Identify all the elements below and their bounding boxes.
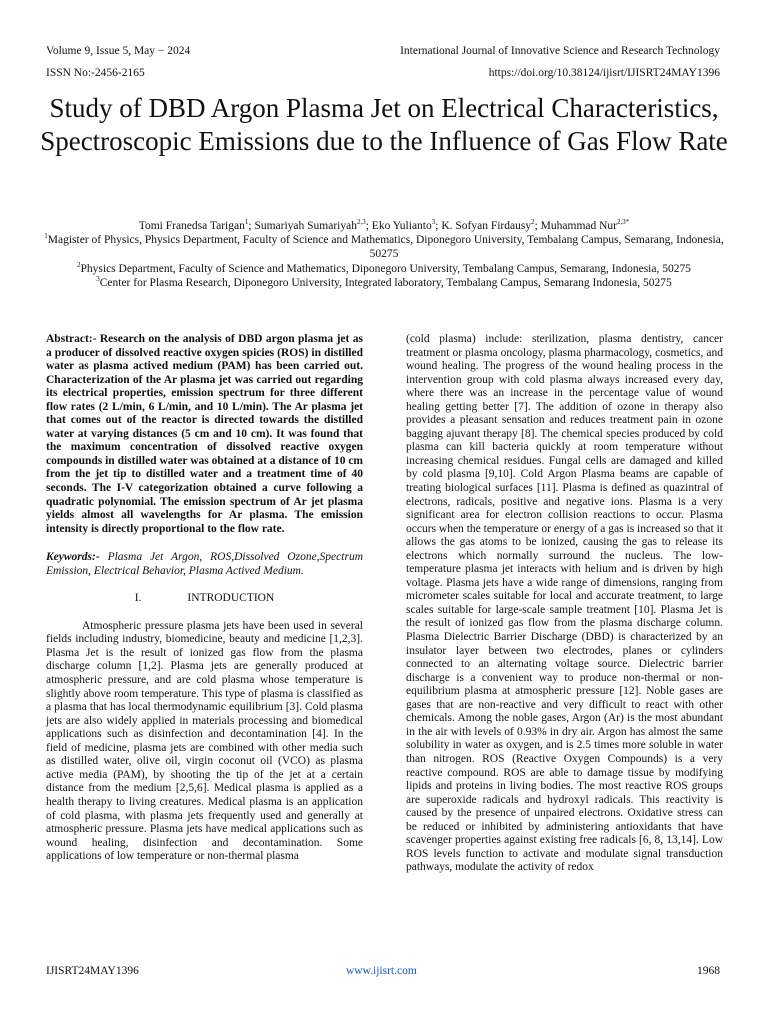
author-list (40, 219, 728, 233)
author-name: Eko Yulianto (371, 220, 432, 232)
author-affiliation-mark: 2 (531, 218, 535, 227)
section-heading (46, 592, 363, 606)
doi-link[interactable]: https://doi.org/10.38124/ijisrt/IJISRT24MAY1396 (488, 67, 720, 79)
journal-name: International Journal of Innovative Science and Research Technology (400, 45, 720, 57)
affiliation-text: Center for Plasma Research, Diponegoro University, Integrated laboratory, Tembalang Campus, Semarang Indonesia, 50275 (99, 276, 672, 289)
intro-paragraph-continued: (cold plasma) include: sterilization, plasma dentistry, cancer treatment or plasma oncology, plasma pharmacology, cosmetics, and wound healing. The progress of the wound healing process in the intervention group with cold plasma always increased every day, where there was an increase in the percentage value of wound healing getting better [7]. The addition of ozone in therapy also provides a pleasant sensation and reduces treatment pain in ozone bagging ajuvant therapy [8]. The chemical species produced by cold plasma can kill bacteria quickly at room temperature without increasing chemical residues. Fungal cells are damaged and killed by cold plasma [9,10]. Cold Argon Plasma beams are capable of treating biological surfaces [11]. Plasma is defined as quazintral of electrons, radicals, positive and negative ions. Plasma is a very significant area for electron collision reactions to occur. Plasma occurs when the temperature or energy of a gas is increased so that it allows the gas atoms to be ionized, causing the gas to release its electrons which normally surround the nucleus. The low-temperature plasma jet interacts with helium and is driven by high voltage. Plasma jets have a wide range of dimensions, ranging from micrometer scales suitable for local and accurate treatment, to large scales suitable for large-scale sample treatment [10]. Plasma Jet is the result of ionized gas flow from the plasma discharge column. Plasma Dielectric Barrier Discharge (DBD) is characterized by an insulator layer between two electrodes, planes or cylinders connected to an alternating voltage source. Dielectric barrier discharge is a convenient way to produce non-thermal or non-equilibrium plasma at atmospheric pressure [12]. Noble gases are gases that are non-reactive and very difficult to react with other chemicals. Among the noble gases, Argon (Ar) is the most abundant in the air with levels of 0.93% in dry air. Argon has almost the same solubility in water as oxygen, and is 2.5 times more soluble in water than nitrogen. ROS (Reactive Oxygen Compounds) is a very reactive compound. ROS are able to damage tissue by modifying lipids and proteins in living bodies. The most reactive ROS groups are superoxide radicals and hydroxyl radicals. This reactivity is caused by the presence of unpaired electrons. Oxidative stress can be reduced or inhibited by administering antioxidants that have scavenger properties against existing free radicals [6, 8, 13,14]. Low ROS levels function to activate and modulate signal transduction pathways, modulate the activity of redox (406, 333, 723, 874)
affiliation-mark: 3 (96, 274, 100, 283)
author-affiliation-mark: 3 (431, 218, 436, 227)
author-separator: ; (534, 220, 541, 232)
affiliation (40, 233, 728, 261)
author-name: Muhammad Nur (540, 220, 618, 232)
author-separator: ; (435, 220, 442, 232)
right-column (406, 333, 723, 875)
author-separator: ; (365, 220, 372, 232)
author-name: K. Sofyan Firdausy (441, 220, 532, 232)
journal-website-link[interactable]: www.ijisrt.com (346, 965, 417, 977)
keywords-label: Keywords:- (46, 551, 100, 564)
issn: ISSN No:-2456-2165 (46, 67, 145, 79)
affiliation-mark: 2 (77, 260, 81, 269)
affiliation-text: Physics Department, Faculty of Science and Mathematics, Diponegoro University, Tembalang Campus, Semarang, Indonesia, 50275 (80, 262, 691, 275)
paper-id: IJISRT24MAY1396 (46, 965, 139, 977)
affiliation-mark: 1 (44, 232, 48, 241)
affiliation (40, 262, 728, 276)
left-column (46, 333, 363, 864)
section-title: INTRODUCTION (187, 592, 275, 605)
author-block (40, 219, 728, 290)
intro-paragraph: Atmospheric pressure plasma jets have been used in several fields including industry, biomedicine, beauty and medicine [1,2,3]. Plasma Jet is the result of ionized gas flow from the plasma discharge column [1,2]. Plasma jets are generally produced at atmospheric pressure, and are cold plasma whose temperature is slightly above room temperature. This type of plasma is classified as a plasma that has local thermodynamic equilibrium [3]. Cold plasma jets are also widely applied in materials processing and biomedical applications such as disinfection and decontamination [4]. In the field of medicine, plasma jets are combined with other media such as distilled water, olive oil, virgin coconut oil (VCO) as plasma active media (PAM), by shooting the tip of the jet at a certain distance from the medium [2,5,6]. Medical plasma is applied as a health therapy to living creatures. Medical plasma is an application of cold plasma, with plasma jets frequently used and generally at atmospheric pressure. Plasma jets have medical applications such as wound healing, disinfection and decontamination. Some applications of low temperature or non-thermal plasma (46, 619, 363, 863)
author-affiliation-mark: 2,3 (356, 218, 366, 227)
author-affiliation-mark: 2,3* (617, 218, 630, 227)
abstract: Abstract:- Research on the analysis of DBD argon plasma jet as a producer of dissolved reactive oxygen spicies (ROS) in distilled water as plasma actived medium (PAM) has been carried out. Characterization of the Ar plasma jet was carried out regarding its electrical properties, emission spectrum for three different flow rates (2 L/min, 6 L/min, and 10 L/min). The Ar plasma jet that comes out of the reactor is directed towards the distilled water at varying distances (5 cm and 10 cm). It was found that the maximum concentration of dissolved reactive oxygen compounds in distilled water was obtained at a distance of 10 cm from the jet tip to distilled water and a treatment time of 40 seconds. The I-V categorization obtained a curve following a quadratic polynomial. The emission spectrum of Ar jet plasma yields almost all wavelengths for Ar plasma. The emission intensity is directly proportional to the flow rate. (46, 333, 364, 535)
affiliation-text: Magister of Physics, Physics Department, Faculty of Science and Mathematics, Diponegoro University, Tembalang Campus, Semarang, Indonesia, 50275 (47, 234, 724, 261)
section-number: I. (134, 592, 142, 605)
author-name: Sumariyah Sumariyah (254, 220, 357, 232)
volume-info: Volume 9, Issue 5, May − 2024 (46, 45, 191, 57)
keywords (46, 551, 363, 578)
keywords-text: Plasma Jet Argon, ROS,Dissolved Ozone,Spectrum Emission, Electrical Behavior, Plasma Actived Medium. (46, 551, 363, 577)
author-affiliation-mark: 1 (244, 218, 249, 227)
author-name: Tomi Franedsa Tarigan (138, 220, 245, 232)
affiliation (40, 276, 728, 290)
page-number: 1968 (697, 965, 720, 977)
paper-title: Study of DBD Argon Plasma Jet on Electrical Characteristics, Spectroscopic Emissions due to the Influence of Gas Flow Rate (40, 93, 728, 156)
author-separator: ; (248, 220, 255, 232)
